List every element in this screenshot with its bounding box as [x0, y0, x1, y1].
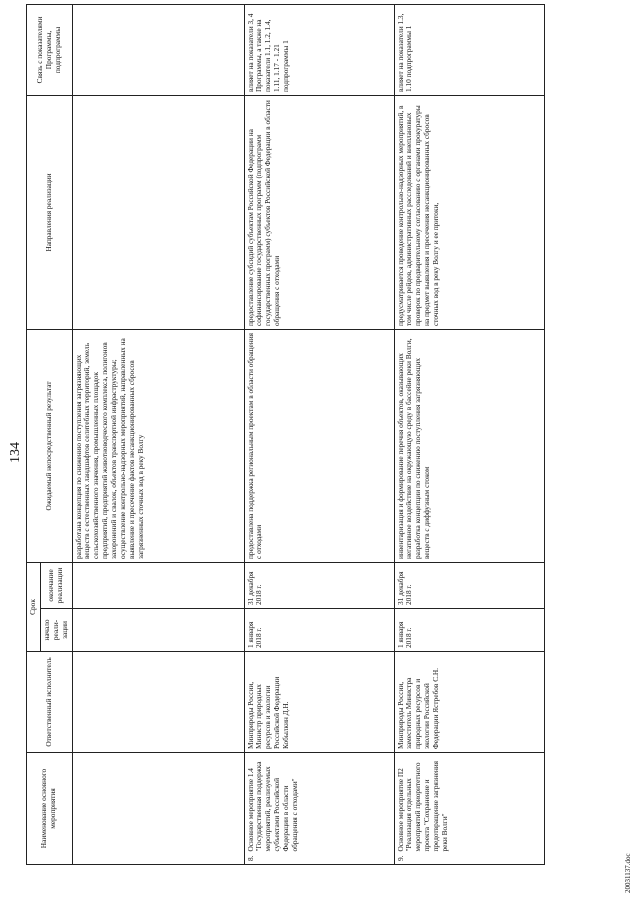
indicator-link: влияет на показатели 3, 4 Программы, а также на показатели 1.1, 1.2, 1.4, 1.11, 1.17 - 1.21 подпрограммы 1 — [244, 4, 394, 95]
cell-empty — [72, 562, 244, 608]
header-link: Связь с показателями Программы, подпрограммы — [27, 4, 73, 95]
page-number: 134 — [8, 442, 23, 463]
continuation-result: разработана концепция по снижению поступления загрязняющих веществ с естественных ландшафтов селитебных территорий, земель сельскохозяйственного значения, промышленных площадок предприятий, предприятий животноводческого комплекса, полигонов захоронений и свалок, объектов транспортной инфраструктуры; осуществление контрольно-надзорных мероприятий, направленных на выявление и пресечение фактов несанкционированных сбросов загрязненных сточных вод в реку Волгу — [72, 329, 244, 562]
row-number: 9. — [394, 855, 544, 865]
cell-empty — [72, 651, 244, 752]
implementation-directions: предусматривается проведение контрольно-надзорных мероприятий, в том числе рейдов, административных расследований и внеплановых проверок по предварительному согласованию с органами прокуратуры на предмет выявления и пресечения несанкционированных сбросов сточных вод в реку Волгу и ее притоки, — [394, 95, 544, 329]
cell-empty — [72, 855, 244, 865]
measure-name: Основное мероприятие 1.4 "Государственная поддержка мероприятий, реализуемых субъектами Российской Федерации в области обращения с отходами" — [244, 752, 394, 854]
header-name: Наименование основного мероприятия — [27, 752, 73, 864]
end-date: 31 декабря 2018 г. — [394, 562, 544, 608]
expected-result: инвентаризация и формирование перечня объектов, оказывающих негативное воздействие на окружающую среду в бассейне реки Волги, разработка концепции по снижению поступления загрязняющих веществ с диффузным стоком — [394, 329, 544, 562]
table-row — [394, 4, 544, 864]
header-result: Ожидаемый непосредственный результат — [27, 329, 73, 562]
header-term: Срок — [27, 562, 41, 651]
indicator-link: влияет на показатели 1.3, 1.10 подпрограммы 1 — [394, 4, 544, 95]
measure-name: Основное мероприятие П2 "Реализация отдельных мероприятий приоритетного проекта "Сохранение и предотвращение загрязнения реки Волги" — [394, 752, 544, 854]
start-date: 1 января 2018 г. — [394, 608, 544, 651]
header-start: начало реали-зации — [40, 608, 72, 651]
measures-table — [26, 4, 545, 865]
expected-result: предоставлена поддержка региональным проектам в области обращения с отходами — [244, 329, 394, 562]
responsible-executor: Минприроды России, Министр природных ресурсов и экологии Российской Федерации Кобылкин Д.Н. — [244, 651, 394, 752]
document-id: 20031137.doc — [624, 853, 632, 893]
row-number: 8. — [244, 855, 394, 865]
start-date: 1 января 2018 г. — [244, 608, 394, 651]
cell-empty — [72, 4, 244, 95]
implementation-directions: предоставление субсидий субъектам Российской Федерации на софинансирование государственных программ (подпрограмм государственных программ) субъектов Российской Федерации в области обращения с отходами — [244, 95, 394, 329]
cell-empty — [72, 95, 244, 329]
responsible-executor: Минприроды России, заместитель Министра природных ресурсов и экологии Российской Федерации Ястребов С.Н. — [394, 651, 544, 752]
table-row-continuation — [72, 4, 244, 864]
table-row — [244, 4, 394, 864]
header-end: окончание реализации — [40, 562, 72, 608]
header-directions: Направления реализации — [27, 95, 73, 329]
cell-empty — [72, 752, 244, 854]
header-responsible: Ответственный исполнитель — [27, 651, 73, 752]
cell-empty — [72, 608, 244, 651]
table-header-row — [27, 4, 41, 864]
end-date: 31 декабря 2018 г. — [244, 562, 394, 608]
